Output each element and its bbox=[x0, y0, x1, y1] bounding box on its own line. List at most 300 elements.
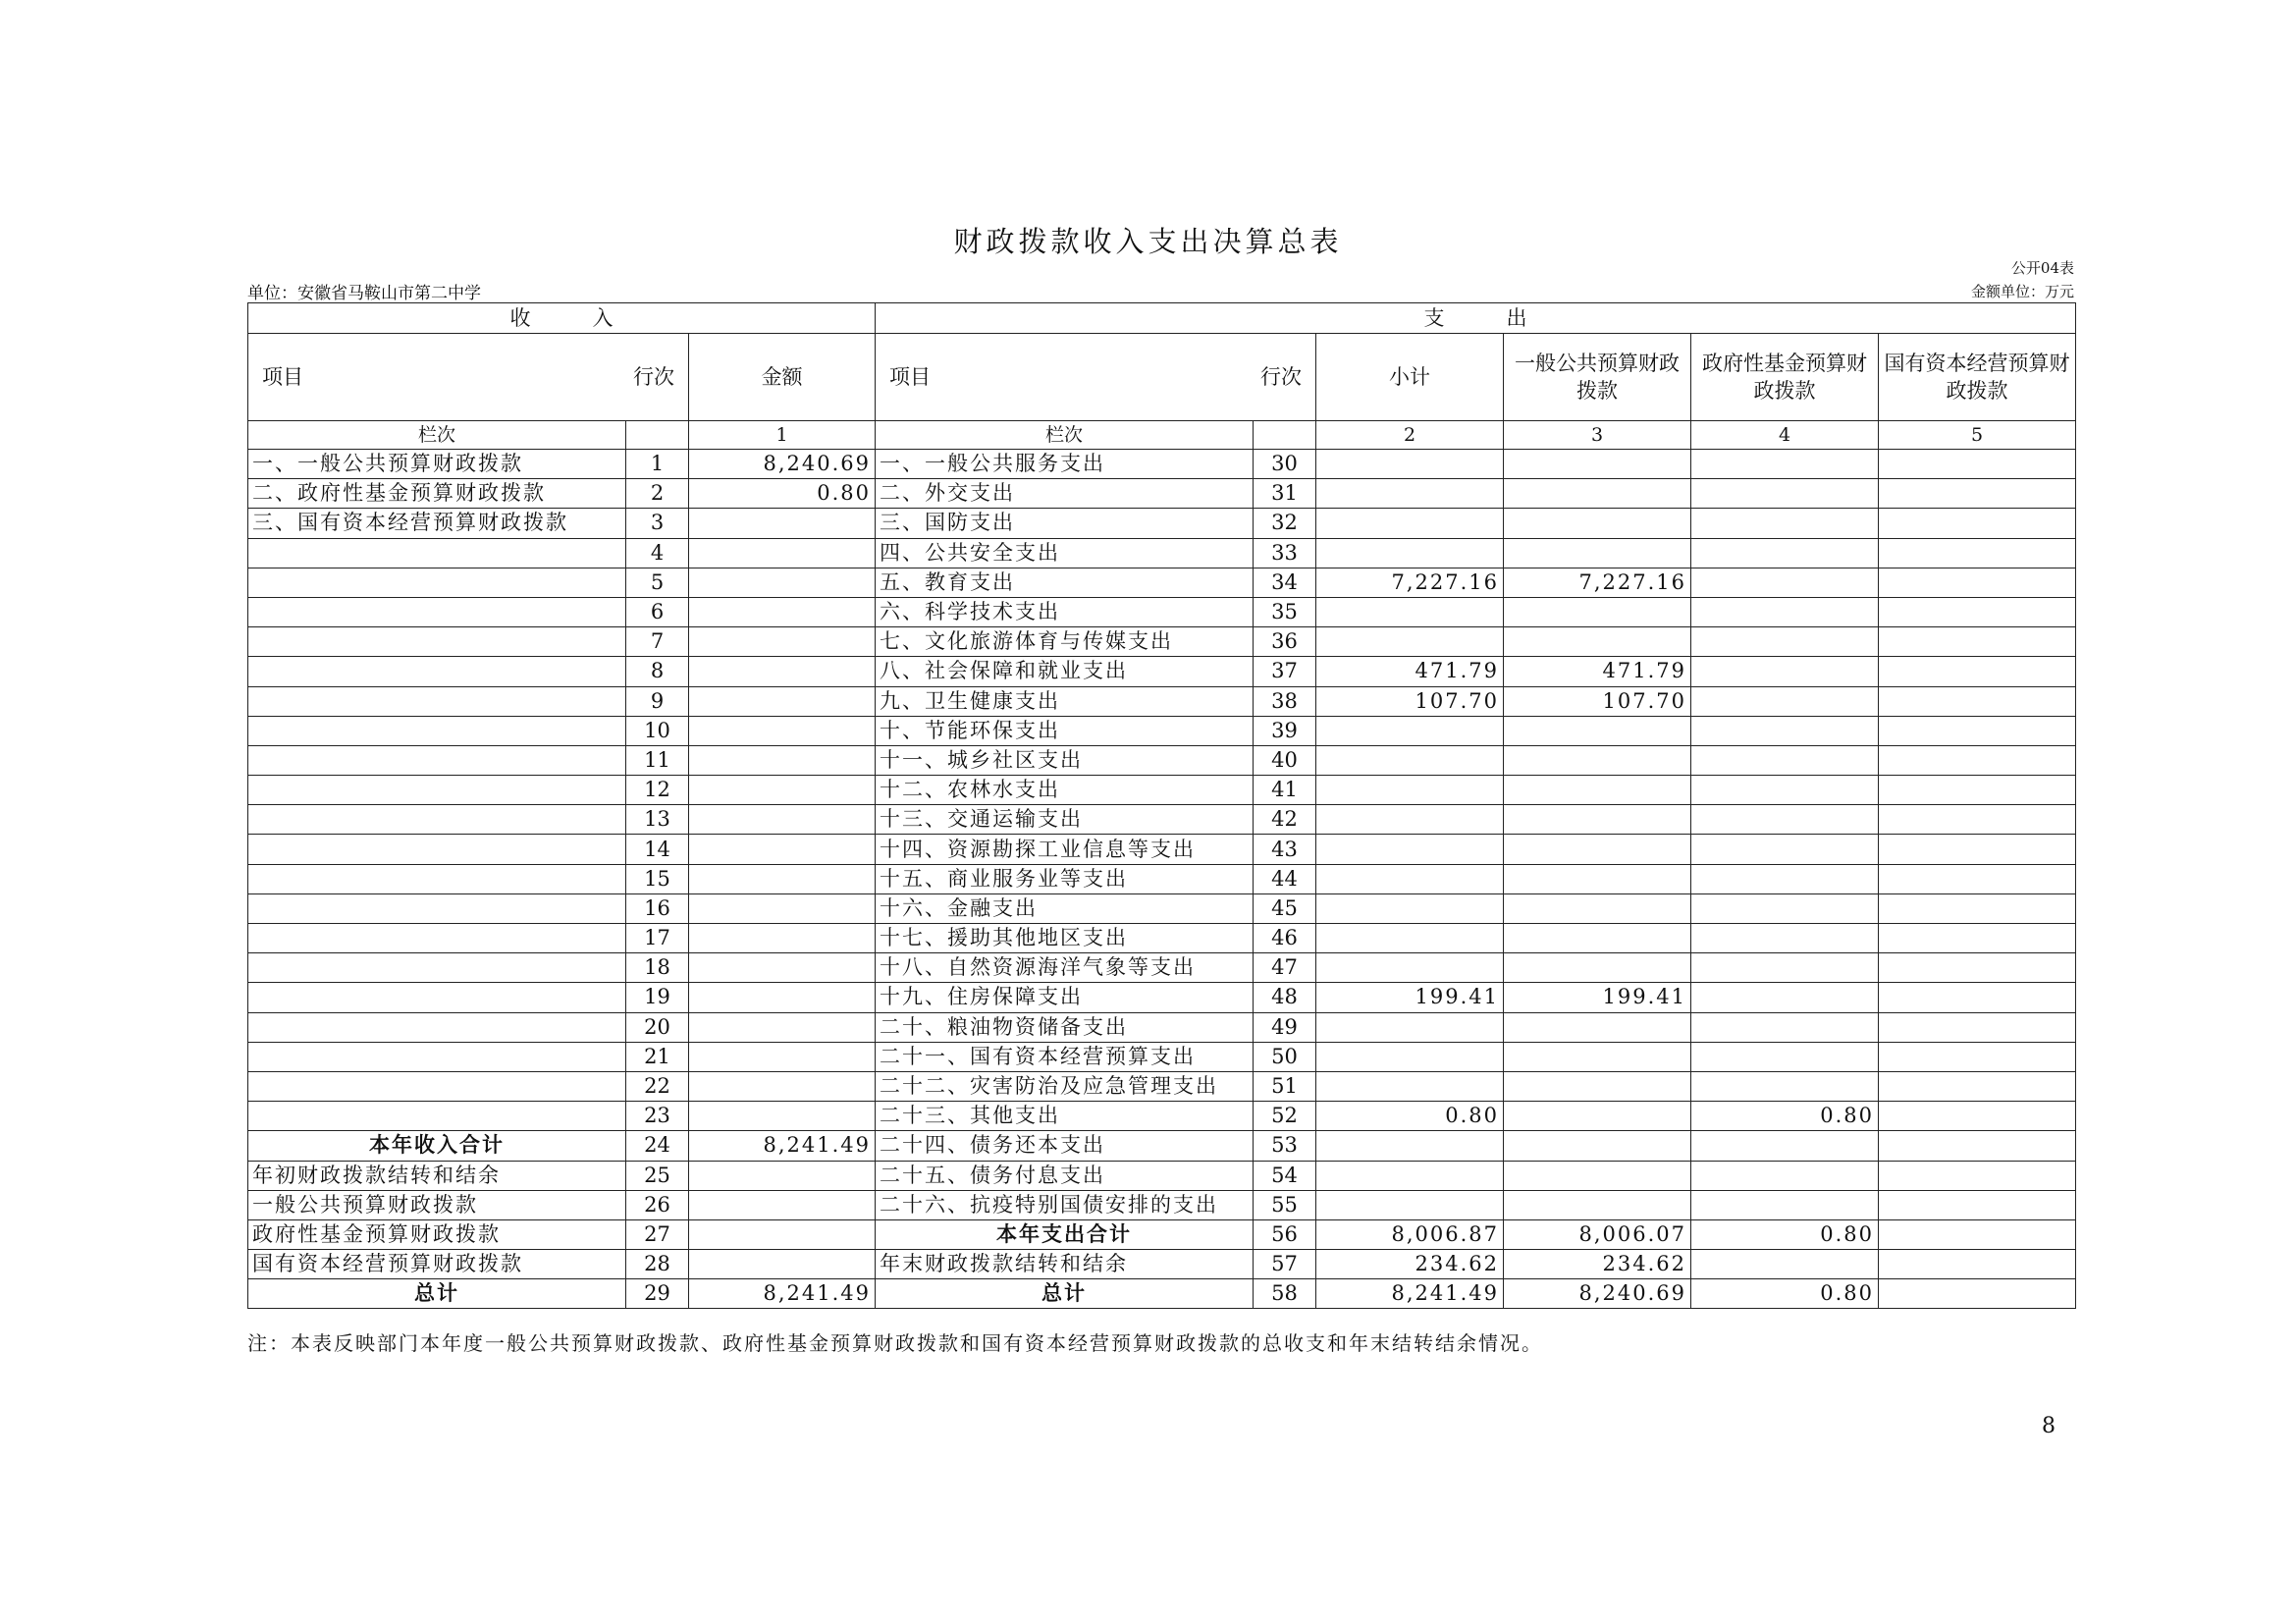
expense-row-number: 46 bbox=[1254, 924, 1316, 953]
expense-general-budget bbox=[1504, 1071, 1691, 1101]
expense-general-budget bbox=[1504, 1042, 1691, 1071]
expense-item: 二十四、债务还本支出 bbox=[876, 1131, 1254, 1161]
expense-row-number: 48 bbox=[1254, 983, 1316, 1012]
income-amount bbox=[689, 1042, 876, 1071]
table-row bbox=[248, 1102, 2076, 1131]
expense-subtotal: 0.80 bbox=[1316, 1102, 1504, 1131]
expense-row-number: 45 bbox=[1254, 893, 1316, 923]
expense-subtotal: 8,241.49 bbox=[1316, 1279, 1504, 1309]
expense-subtotal bbox=[1316, 1042, 1504, 1071]
expense-subtotal bbox=[1316, 805, 1504, 835]
expense-subtotal bbox=[1316, 479, 1504, 509]
expense-row-number: 40 bbox=[1254, 745, 1316, 775]
table-row bbox=[248, 597, 2076, 626]
expense-general-budget: 8,006.07 bbox=[1504, 1219, 1691, 1249]
expense-item: 总计 bbox=[876, 1279, 1254, 1309]
expense-state-capital bbox=[1879, 924, 2076, 953]
expense-state-capital bbox=[1879, 1102, 2076, 1131]
income-amount: 8,240.69 bbox=[689, 450, 876, 479]
expense-subtotal: 7,227.16 bbox=[1316, 568, 1504, 597]
expense-row-number: 35 bbox=[1254, 597, 1316, 626]
income-item: 一、一般公共预算财政拨款 bbox=[248, 450, 626, 479]
income-amount bbox=[689, 716, 876, 745]
expense-general-budget bbox=[1504, 479, 1691, 509]
income-item bbox=[248, 1042, 626, 1071]
expense-fund-budget: 0.80 bbox=[1691, 1102, 1879, 1131]
expense-general-budget: 8,240.69 bbox=[1504, 1279, 1691, 1309]
expense-state-capital bbox=[1879, 716, 2076, 745]
income-amount: 8,241.49 bbox=[689, 1131, 876, 1161]
expense-row-number: 31 bbox=[1254, 479, 1316, 509]
expense-state-capital bbox=[1879, 1279, 2076, 1309]
expense-subtotal bbox=[1316, 835, 1504, 864]
expense-subtotal bbox=[1316, 953, 1504, 983]
income-item bbox=[248, 835, 626, 864]
income-amount bbox=[689, 657, 876, 686]
income-item: 一般公共预算财政拨款 bbox=[248, 1190, 626, 1219]
expense-general-budget bbox=[1504, 538, 1691, 568]
income-amount bbox=[689, 1190, 876, 1219]
income-item bbox=[248, 983, 626, 1012]
income-amount: 0.80 bbox=[689, 479, 876, 509]
expense-state-capital bbox=[1879, 893, 2076, 923]
expense-row-number: 54 bbox=[1254, 1161, 1316, 1190]
expense-fund-budget bbox=[1691, 1012, 1879, 1042]
column-number-fund: 4 bbox=[1691, 421, 1879, 450]
expense-row-number: 34 bbox=[1254, 568, 1316, 597]
income-amount bbox=[689, 1071, 876, 1101]
column-number-label: 栏次 bbox=[876, 421, 1254, 450]
expense-general-budget: 199.41 bbox=[1504, 983, 1691, 1012]
expense-state-capital bbox=[1879, 1131, 2076, 1161]
expense-item: 十、节能环保支出 bbox=[876, 716, 1254, 745]
income-row-number: 27 bbox=[626, 1219, 689, 1249]
expense-fund-budget bbox=[1691, 864, 1879, 893]
expense-subtotal bbox=[1316, 1161, 1504, 1190]
expense-fund-budget bbox=[1691, 805, 1879, 835]
expense-item: 六、科学技术支出 bbox=[876, 597, 1254, 626]
expense-item: 七、文化旅游体育与传媒支出 bbox=[876, 627, 1254, 657]
expense-general-budget bbox=[1504, 716, 1691, 745]
expense-general-budget bbox=[1504, 1012, 1691, 1042]
table-row bbox=[248, 1250, 2076, 1279]
state-capital-header: 国有资本经营预算财政拨款 bbox=[1879, 334, 2076, 421]
expense-subtotal bbox=[1316, 1071, 1504, 1101]
expense-general-budget bbox=[1504, 953, 1691, 983]
income-item bbox=[248, 893, 626, 923]
expense-subtotal bbox=[1316, 450, 1504, 479]
expense-general-budget bbox=[1504, 1161, 1691, 1190]
table-row bbox=[248, 835, 2076, 864]
expense-item: 十七、援助其他地区支出 bbox=[876, 924, 1254, 953]
footnote: 注：本表反映部门本年度一般公共预算财政拨款、政府性基金预算财政拨款和国有资本经营预算财政拨款的总收支和年末结转结余情况。 bbox=[247, 1331, 1543, 1355]
expense-item: 十六、金融支出 bbox=[876, 893, 1254, 923]
expense-general-budget: 471.79 bbox=[1504, 657, 1691, 686]
expense-item: 二十六、抗疫特别国债安排的支出 bbox=[876, 1190, 1254, 1219]
income-row-number: 17 bbox=[626, 924, 689, 953]
income-amount bbox=[689, 805, 876, 835]
income-amount bbox=[689, 776, 876, 805]
income-row-number: 19 bbox=[626, 983, 689, 1012]
expense-item: 三、国防支出 bbox=[876, 509, 1254, 538]
expense-item: 十三、交通运输支出 bbox=[876, 805, 1254, 835]
expense-general-budget bbox=[1504, 1102, 1691, 1131]
expense-state-capital bbox=[1879, 1161, 2076, 1190]
expense-general-budget bbox=[1504, 450, 1691, 479]
income-row-number: 18 bbox=[626, 953, 689, 983]
expense-subtotal: 107.70 bbox=[1316, 686, 1504, 716]
income-item: 三、国有资本经营预算财政拨款 bbox=[248, 509, 626, 538]
expense-fund-budget bbox=[1691, 983, 1879, 1012]
table-row bbox=[248, 1219, 2076, 1249]
expense-fund-budget bbox=[1691, 1131, 1879, 1161]
expense-subtotal bbox=[1316, 745, 1504, 775]
table-row bbox=[248, 479, 2076, 509]
expense-state-capital bbox=[1879, 745, 2076, 775]
expense-fund-budget: 0.80 bbox=[1691, 1219, 1879, 1249]
expense-subtotal bbox=[1316, 716, 1504, 745]
expense-fund-budget bbox=[1691, 657, 1879, 686]
expense-row-number: 49 bbox=[1254, 1012, 1316, 1042]
table-row bbox=[248, 1042, 2076, 1071]
expense-subtotal bbox=[1316, 864, 1504, 893]
page-number: 8 bbox=[2042, 1414, 2056, 1438]
table-row bbox=[248, 568, 2076, 597]
expense-subtotal bbox=[1316, 776, 1504, 805]
expense-subtotal bbox=[1316, 1012, 1504, 1042]
income-item: 本年收入合计 bbox=[248, 1131, 626, 1161]
expense-general-budget bbox=[1504, 627, 1691, 657]
expense-fund-budget bbox=[1691, 568, 1879, 597]
income-row-number: 5 bbox=[626, 568, 689, 597]
table-row bbox=[248, 1161, 2076, 1190]
expense-item: 十一、城乡社区支出 bbox=[876, 745, 1254, 775]
section-header-row bbox=[248, 303, 2076, 334]
income-amount bbox=[689, 509, 876, 538]
expense-fund-budget bbox=[1691, 1071, 1879, 1101]
expense-general-budget bbox=[1504, 776, 1691, 805]
income-item bbox=[248, 657, 626, 686]
expense-row-number: 30 bbox=[1254, 450, 1316, 479]
expense-general-budget bbox=[1504, 864, 1691, 893]
expense-item: 二十二、灾害防治及应急管理支出 bbox=[876, 1071, 1254, 1101]
expense-item: 十八、自然资源海洋气象等支出 bbox=[876, 953, 1254, 983]
expense-fund-budget bbox=[1691, 745, 1879, 775]
table-row bbox=[248, 1190, 2076, 1219]
expense-state-capital bbox=[1879, 627, 2076, 657]
expense-state-capital bbox=[1879, 983, 2076, 1012]
column-number-state: 5 bbox=[1879, 421, 2076, 450]
income-item bbox=[248, 745, 626, 775]
income-row-number: 26 bbox=[626, 1190, 689, 1219]
expense-state-capital bbox=[1879, 479, 2076, 509]
table-row bbox=[248, 864, 2076, 893]
income-amount bbox=[689, 953, 876, 983]
income-item bbox=[248, 953, 626, 983]
table-row bbox=[248, 893, 2076, 923]
table-row bbox=[248, 745, 2076, 775]
table-row bbox=[248, 805, 2076, 835]
expense-subtotal bbox=[1316, 597, 1504, 626]
expense-general-budget bbox=[1504, 1131, 1691, 1161]
expense-state-capital bbox=[1879, 835, 2076, 864]
expense-item: 二十一、国有资本经营预算支出 bbox=[876, 1042, 1254, 1071]
table-row bbox=[248, 627, 2076, 657]
table-row bbox=[248, 1012, 2076, 1042]
expense-subtotal bbox=[1316, 1131, 1504, 1161]
expense-fund-budget bbox=[1691, 1042, 1879, 1071]
form-code: 公开04表 bbox=[2010, 259, 2074, 277]
income-row-number: 1 bbox=[626, 450, 689, 479]
expense-general-budget: 107.70 bbox=[1504, 686, 1691, 716]
income-amount bbox=[689, 597, 876, 626]
expense-state-capital bbox=[1879, 953, 2076, 983]
income-amount bbox=[689, 627, 876, 657]
expense-state-capital bbox=[1879, 450, 2076, 479]
table-row bbox=[248, 1131, 2076, 1161]
expense-state-capital bbox=[1879, 509, 2076, 538]
expense-item: 十五、商业服务业等支出 bbox=[876, 864, 1254, 893]
income-row-number: 25 bbox=[626, 1161, 689, 1190]
expense-row-number: 55 bbox=[1254, 1190, 1316, 1219]
income-item bbox=[248, 805, 626, 835]
expense-state-capital bbox=[1879, 776, 2076, 805]
expense-state-capital bbox=[1879, 1071, 2076, 1101]
expense-row-number: 47 bbox=[1254, 953, 1316, 983]
expense-fund-budget bbox=[1691, 1190, 1879, 1219]
expense-subtotal bbox=[1316, 893, 1504, 923]
income-item bbox=[248, 1071, 626, 1101]
expense-row-number: 37 bbox=[1254, 657, 1316, 686]
expense-subtotal bbox=[1316, 538, 1504, 568]
income-row-number: 21 bbox=[626, 1042, 689, 1071]
expense-general-budget bbox=[1504, 805, 1691, 835]
income-row-number: 2 bbox=[626, 479, 689, 509]
income-row-number: 15 bbox=[626, 864, 689, 893]
income-row-number: 22 bbox=[626, 1071, 689, 1101]
amount-header: 金额 bbox=[689, 334, 876, 421]
expense-state-capital bbox=[1879, 1012, 2076, 1042]
income-row-number: 24 bbox=[626, 1131, 689, 1161]
expense-row-number: 38 bbox=[1254, 686, 1316, 716]
expense-subtotal: 234.62 bbox=[1316, 1250, 1504, 1279]
expense-general-budget bbox=[1504, 893, 1691, 923]
income-row-number: 3 bbox=[626, 509, 689, 538]
expense-row-number: 33 bbox=[1254, 538, 1316, 568]
table-row bbox=[248, 776, 2076, 805]
amount-unit: 金额单位：万元 bbox=[1970, 283, 2074, 300]
expense-general-budget bbox=[1504, 745, 1691, 775]
page-title: 财政拨款收入支出决算总表 bbox=[953, 225, 1343, 258]
expense-state-capital bbox=[1879, 657, 2076, 686]
table-row bbox=[248, 716, 2076, 745]
table-row bbox=[248, 657, 2076, 686]
expense-subtotal bbox=[1316, 924, 1504, 953]
expense-subtotal bbox=[1316, 1190, 1504, 1219]
income-row-number: 29 bbox=[626, 1279, 689, 1309]
expense-fund-budget bbox=[1691, 686, 1879, 716]
income-row-number: 6 bbox=[626, 597, 689, 626]
expense-general-budget bbox=[1504, 924, 1691, 953]
column-number-general: 3 bbox=[1504, 421, 1691, 450]
income-amount bbox=[689, 864, 876, 893]
expense-subtotal: 199.41 bbox=[1316, 983, 1504, 1012]
expense-subtotal bbox=[1316, 509, 1504, 538]
expense-row-number: 36 bbox=[1254, 627, 1316, 657]
expense-row-number: 56 bbox=[1254, 1219, 1316, 1249]
expense-item: 二十、粮油物资储备支出 bbox=[876, 1012, 1254, 1042]
expense-state-capital bbox=[1879, 805, 2076, 835]
income-amount: 8,241.49 bbox=[689, 1279, 876, 1309]
income-amount bbox=[689, 745, 876, 775]
expense-fund-budget bbox=[1691, 450, 1879, 479]
expense-row-number: 50 bbox=[1254, 1042, 1316, 1071]
income-row-number: 23 bbox=[626, 1102, 689, 1131]
income-section-title: 收 入 bbox=[248, 303, 876, 334]
income-amount bbox=[689, 1161, 876, 1190]
income-item bbox=[248, 597, 626, 626]
expense-row-number: 42 bbox=[1254, 805, 1316, 835]
unit-label: 单位：安徽省马鞍山市第二中学 bbox=[247, 284, 481, 303]
expense-row-number: 57 bbox=[1254, 1250, 1316, 1279]
expense-row-number: 32 bbox=[1254, 509, 1316, 538]
expense-item: 年末财政拨款结转和结余 bbox=[876, 1250, 1254, 1279]
expense-state-capital bbox=[1879, 538, 2076, 568]
income-row-number: 11 bbox=[626, 745, 689, 775]
table-row bbox=[248, 924, 2076, 953]
expense-item: 五、教育支出 bbox=[876, 568, 1254, 597]
expense-fund-budget bbox=[1691, 953, 1879, 983]
income-amount bbox=[689, 835, 876, 864]
expense-item: 十九、住房保障支出 bbox=[876, 983, 1254, 1012]
column-number-amount: 1 bbox=[689, 421, 876, 450]
income-row-number: 4 bbox=[626, 538, 689, 568]
expense-item: 本年支出合计 bbox=[876, 1219, 1254, 1249]
table-row bbox=[248, 509, 2076, 538]
expense-fund-budget bbox=[1691, 509, 1879, 538]
income-item bbox=[248, 627, 626, 657]
income-item bbox=[248, 1102, 626, 1131]
expense-item: 二十五、债务付息支出 bbox=[876, 1161, 1254, 1190]
income-item: 国有资本经营预算财政拨款 bbox=[248, 1250, 626, 1279]
expense-fund-budget bbox=[1691, 776, 1879, 805]
expense-subtotal: 471.79 bbox=[1316, 657, 1504, 686]
expense-item: 四、公共安全支出 bbox=[876, 538, 1254, 568]
expense-item: 十二、农林水支出 bbox=[876, 776, 1254, 805]
income-amount bbox=[689, 686, 876, 716]
expense-general-budget bbox=[1504, 509, 1691, 538]
expense-general-budget bbox=[1504, 835, 1691, 864]
column-header-row bbox=[248, 334, 2076, 421]
table-row bbox=[248, 538, 2076, 568]
income-item bbox=[248, 924, 626, 953]
table-row bbox=[248, 953, 2076, 983]
income-item bbox=[248, 538, 626, 568]
expense-state-capital bbox=[1879, 568, 2076, 597]
expense-row-number: 41 bbox=[1254, 776, 1316, 805]
expense-state-capital bbox=[1879, 686, 2076, 716]
income-row-number: 28 bbox=[626, 1250, 689, 1279]
expense-item: 一、一般公共服务支出 bbox=[876, 450, 1254, 479]
expense-item: 十四、资源勘探工业信息等支出 bbox=[876, 835, 1254, 864]
income-row-number: 9 bbox=[626, 686, 689, 716]
expense-state-capital bbox=[1879, 1219, 2076, 1249]
income-row-number: 14 bbox=[626, 835, 689, 864]
expense-row-number: 53 bbox=[1254, 1131, 1316, 1161]
income-amount bbox=[689, 893, 876, 923]
income-row-number: 8 bbox=[626, 657, 689, 686]
expense-row-number: 58 bbox=[1254, 1279, 1316, 1309]
expense-general-budget bbox=[1504, 1190, 1691, 1219]
income-item: 总计 bbox=[248, 1279, 626, 1309]
income-row-number: 20 bbox=[626, 1012, 689, 1042]
income-item bbox=[248, 686, 626, 716]
column-number-label: 栏次 bbox=[248, 421, 626, 450]
income-row-number: 12 bbox=[626, 776, 689, 805]
expense-subtotal: 8,006.87 bbox=[1316, 1219, 1504, 1249]
column-number-subtotal: 2 bbox=[1316, 421, 1504, 450]
general-budget-header: 一般公共预算财政拨款 bbox=[1504, 334, 1691, 421]
expense-item: 九、卫生健康支出 bbox=[876, 686, 1254, 716]
expense-section-title: 支 出 bbox=[876, 303, 2076, 334]
income-amount bbox=[689, 983, 876, 1012]
expense-general-budget: 7,227.16 bbox=[1504, 568, 1691, 597]
income-item bbox=[248, 1012, 626, 1042]
expense-fund-budget bbox=[1691, 893, 1879, 923]
expense-fund-budget bbox=[1691, 716, 1879, 745]
expense-fund-budget bbox=[1691, 1250, 1879, 1279]
expense-fund-budget bbox=[1691, 924, 1879, 953]
income-amount bbox=[689, 568, 876, 597]
income-item: 二、政府性基金预算财政拨款 bbox=[248, 479, 626, 509]
expense-fund-budget bbox=[1691, 479, 1879, 509]
expense-row-number: 51 bbox=[1254, 1071, 1316, 1101]
expense-general-budget: 234.62 bbox=[1504, 1250, 1691, 1279]
income-item bbox=[248, 716, 626, 745]
fund-budget-header: 政府性基金预算财政拨款 bbox=[1691, 334, 1879, 421]
income-row-number: 7 bbox=[626, 627, 689, 657]
income-row-number: 13 bbox=[626, 805, 689, 835]
income-item-header: 项目 行次 bbox=[248, 334, 689, 421]
expense-item-header: 项目 行次 bbox=[876, 334, 1316, 421]
expense-fund-budget bbox=[1691, 538, 1879, 568]
expense-state-capital bbox=[1879, 1190, 2076, 1219]
expense-state-capital bbox=[1879, 597, 2076, 626]
income-row-number: 10 bbox=[626, 716, 689, 745]
expense-row-number: 44 bbox=[1254, 864, 1316, 893]
expense-fund-budget bbox=[1691, 835, 1879, 864]
expense-item: 八、社会保障和就业支出 bbox=[876, 657, 1254, 686]
expense-state-capital bbox=[1879, 864, 2076, 893]
expense-fund-budget: 0.80 bbox=[1691, 1279, 1879, 1309]
expense-row-number: 39 bbox=[1254, 716, 1316, 745]
expense-state-capital bbox=[1879, 1042, 2076, 1071]
expense-row-number: 43 bbox=[1254, 835, 1316, 864]
income-amount bbox=[689, 1012, 876, 1042]
income-item: 政府性基金预算财政拨款 bbox=[248, 1219, 626, 1249]
income-amount bbox=[689, 1250, 876, 1279]
expense-fund-budget bbox=[1691, 627, 1879, 657]
table-row bbox=[248, 1071, 2076, 1101]
column-number-row bbox=[248, 421, 2076, 450]
income-amount bbox=[689, 538, 876, 568]
expense-row-number: 52 bbox=[1254, 1102, 1316, 1131]
income-item bbox=[248, 568, 626, 597]
table-row bbox=[248, 1279, 2076, 1309]
expense-item: 二十三、其他支出 bbox=[876, 1102, 1254, 1131]
table-row bbox=[248, 686, 2076, 716]
subtotal-header: 小计 bbox=[1316, 334, 1504, 421]
